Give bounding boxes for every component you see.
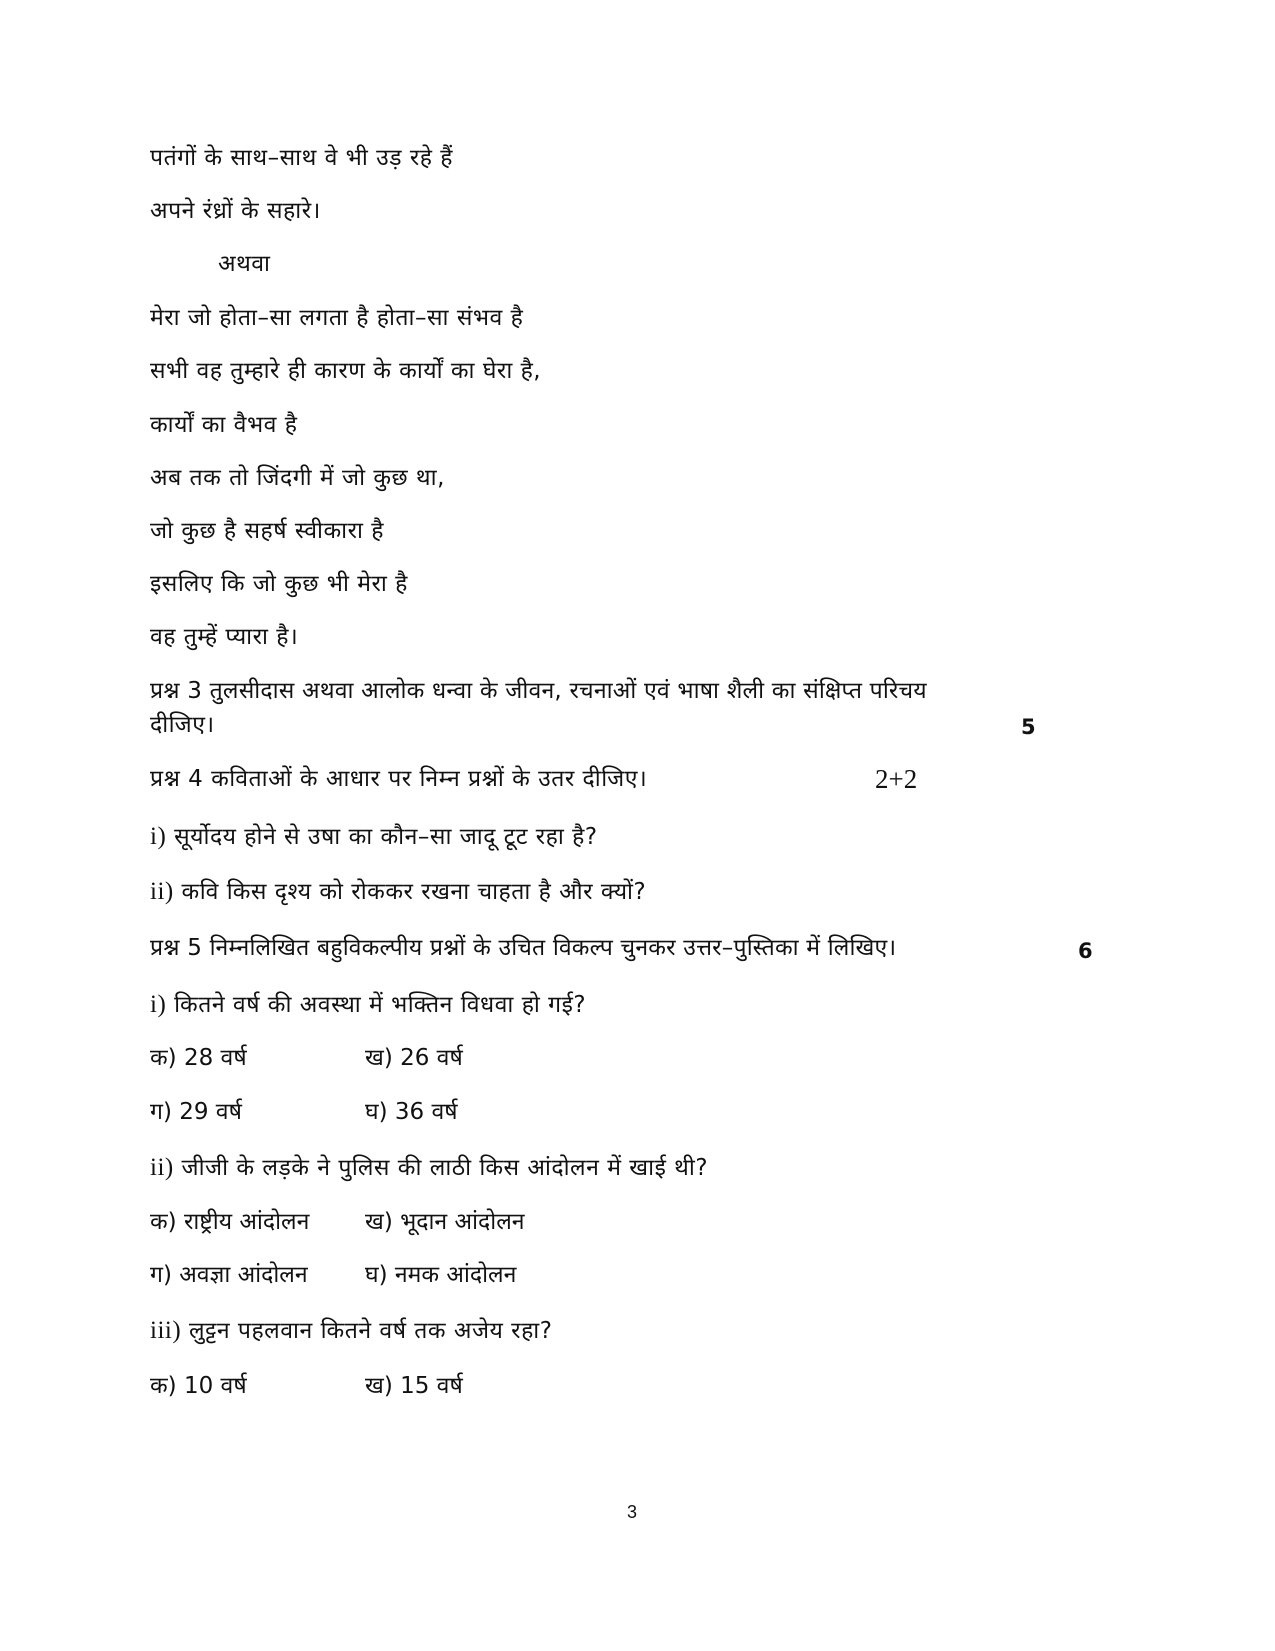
- q4-sub-1: [150, 822, 598, 852]
- q4-marks: 2+2: [875, 764, 918, 794]
- poem1-line-2: अपने रंध्रों के सहारे।: [150, 198, 321, 224]
- or-label: अथवा: [218, 251, 271, 277]
- mcq-3-number: iii): [150, 1317, 182, 1344]
- mcq-2-option-b: ख) भूदान आंदोलन: [365, 1209, 525, 1235]
- mcq-1-question-text: कितने वर्ष की अवस्था में भक्तिन विधवा हो गई?: [174, 992, 587, 1018]
- mcq-1-option-a: क) 28 वर्ष: [150, 1045, 247, 1071]
- poem2-line-3: कार्यों का वैभव है: [150, 412, 298, 438]
- q4-sub-2-number: ii): [150, 878, 174, 905]
- q4-sub-1-text: सूर्योदय होने से उषा का कौन–सा जादू टूट रहा है?: [174, 824, 598, 850]
- poem2-line-6: इसलिए कि जो कुछ भी मेरा है: [150, 571, 408, 597]
- mcq-1-question: [150, 990, 586, 1020]
- poem2-line-5: जो कुछ है सहर्ष स्वीकारा है: [150, 518, 385, 544]
- q3-text-line-1: प्रश्न 3 तुलसीदास अथवा आलोक धन्वा के जीवन, रचनाओं एवं भाषा शैली का संक्षिप्त परिचय: [150, 678, 927, 704]
- q3-marks: 5: [1021, 715, 1036, 739]
- mcq-3-question: [150, 1316, 552, 1346]
- q4-sub-2: [150, 877, 646, 907]
- mcq-1-option-b: ख) 26 वर्ष: [365, 1045, 463, 1071]
- q4-sub-2-text: कवि किस दृश्य को रोककर रखना चाहता है और क्यों?: [181, 879, 647, 905]
- mcq-2-option-a: क) राष्ट्रीय आंदोलन: [150, 1209, 310, 1235]
- mcq-3-option-b: ख) 15 वर्ष: [365, 1373, 463, 1399]
- mcq-1-option-c: ग) 29 वर्ष: [150, 1099, 242, 1125]
- mcq-2-option-d: घ) नमक आंदोलन: [365, 1262, 517, 1288]
- mcq-3-question-text: लुट्टन पहलवान कितने वर्ष तक अजेय रहा?: [188, 1318, 553, 1344]
- poem1-line-1: पतंगों के साथ–साथ वे भी उड़ रहे हैं: [150, 145, 453, 171]
- poem2-line-2: सभी वह तुम्हारे ही कारण के कार्यों का घेरा है,: [150, 358, 542, 384]
- mcq-1-number: i): [150, 991, 167, 1018]
- q4-sub-1-number: i): [150, 823, 167, 850]
- q5-marks: 6: [1078, 939, 1093, 963]
- page-number: 3: [627, 1502, 638, 1522]
- mcq-2-question: [150, 1153, 708, 1183]
- q3-text-line-2: दीजिए।: [150, 712, 215, 738]
- poem2-line-1: मेरा जो होता–सा लगता है होता–सा संभव है: [150, 305, 524, 331]
- q5-text: प्रश्न 5 निम्नलिखित बहुविकल्पीय प्रश्नों के उचित विकल्प चुनकर उत्तर–पुस्तिका में लिखिए।: [150, 935, 897, 961]
- mcq-2-option-c: ग) अवज्ञा आंदोलन: [150, 1262, 308, 1288]
- poem2-line-7: वह तुम्हें प्यारा है।: [150, 624, 299, 650]
- q4-text: प्रश्न 4 कविताओं के आधार पर निम्न प्रश्नों के उतर दीजिए।: [150, 766, 648, 792]
- mcq-2-number: ii): [150, 1154, 174, 1181]
- mcq-3-option-a: क) 10 वर्ष: [150, 1373, 247, 1399]
- mcq-2-question-text: जीजी के लड़के ने पुलिस की लाठी किस आंदोलन में खाई थी?: [181, 1155, 709, 1181]
- mcq-1-option-d: घ) 36 वर्ष: [365, 1099, 458, 1125]
- poem2-line-4: अब तक तो जिंदगी में जो कुछ था,: [150, 465, 445, 491]
